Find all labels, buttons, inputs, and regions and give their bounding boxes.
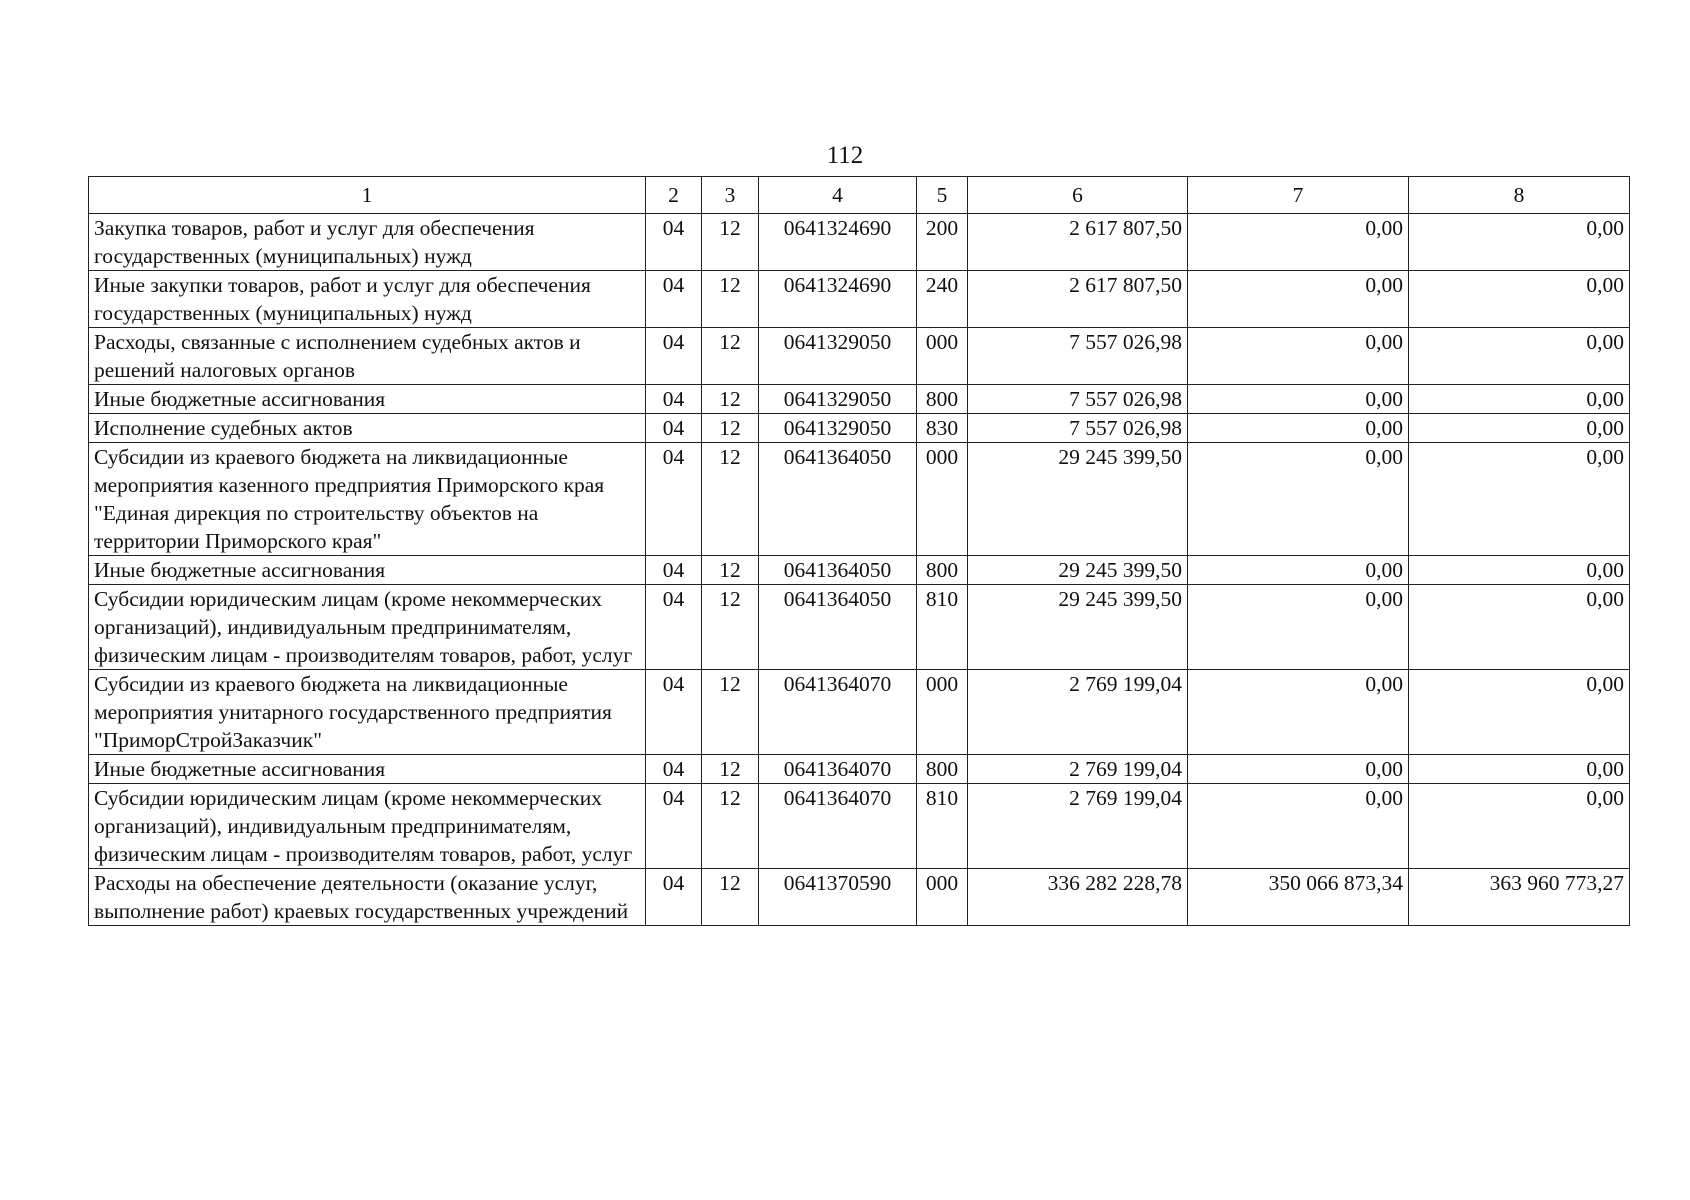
table-row [89, 585, 1630, 670]
amount-col6: 2 617 807,50 [968, 271, 1188, 328]
section-code: 04 [646, 414, 702, 443]
section-code: 04 [646, 385, 702, 414]
subsection-code: 12 [702, 670, 759, 755]
target-article-code: 0641364050 [759, 556, 917, 585]
target-article-code: 0641370590 [759, 869, 917, 926]
target-article-code: 0641329050 [759, 385, 917, 414]
table-row [89, 869, 1630, 926]
expense-type-code: 800 [917, 385, 968, 414]
amount-col8: 0,00 [1409, 755, 1630, 784]
target-article-code: 0641329050 [759, 414, 917, 443]
expense-type-code: 000 [917, 869, 968, 926]
item-name: Субсидии из краевого бюджета на ликвидационные мероприятия казенного предприятия Приморского края "Единая дирекция по строительству объектов на территории Приморского края" [89, 443, 646, 556]
amount-col8: 0,00 [1409, 784, 1630, 869]
expense-type-code: 200 [917, 214, 968, 271]
item-name: Иные закупки товаров, работ и услуг для обеспечения государственных (муниципальных) нужд [89, 271, 646, 328]
column-header: 3 [702, 177, 759, 214]
table-row [89, 443, 1630, 556]
amount-col6: 7 557 026,98 [968, 385, 1188, 414]
section-code: 04 [646, 214, 702, 271]
subsection-code: 12 [702, 869, 759, 926]
item-name: Иные бюджетные ассигнования [89, 755, 646, 784]
amount-col6: 2 769 199,04 [968, 784, 1188, 869]
amount-col7: 0,00 [1188, 271, 1409, 328]
item-name: Расходы, связанные с исполнением судебных актов и решений налоговых органов [89, 328, 646, 385]
table-row [89, 556, 1630, 585]
section-code: 04 [646, 585, 702, 670]
amount-col7: 0,00 [1188, 214, 1409, 271]
expense-type-code: 810 [917, 585, 968, 670]
target-article-code: 0641364070 [759, 784, 917, 869]
table-row [89, 670, 1630, 755]
amount-col7: 0,00 [1188, 328, 1409, 385]
amount-col6: 29 245 399,50 [968, 556, 1188, 585]
expense-type-code: 000 [917, 328, 968, 385]
section-code: 04 [646, 271, 702, 328]
subsection-code: 12 [702, 585, 759, 670]
amount-col6: 29 245 399,50 [968, 443, 1188, 556]
expense-type-code: 000 [917, 670, 968, 755]
amount-col8: 0,00 [1409, 443, 1630, 556]
subsection-code: 12 [702, 556, 759, 585]
target-article-code: 0641364070 [759, 670, 917, 755]
amount-col7: 0,00 [1188, 414, 1409, 443]
amount-col8: 0,00 [1409, 556, 1630, 585]
expense-type-code: 800 [917, 556, 968, 585]
amount-col8: 0,00 [1409, 385, 1630, 414]
section-code: 04 [646, 443, 702, 556]
item-name: Иные бюджетные ассигнования [89, 385, 646, 414]
amount-col8: 0,00 [1409, 214, 1630, 271]
subsection-code: 12 [702, 784, 759, 869]
table-row [89, 784, 1630, 869]
amount-col7: 0,00 [1188, 556, 1409, 585]
subsection-code: 12 [702, 328, 759, 385]
amount-col6: 336 282 228,78 [968, 869, 1188, 926]
amount-col7: 0,00 [1188, 784, 1409, 869]
expense-type-code: 830 [917, 414, 968, 443]
amount-col7: 0,00 [1188, 443, 1409, 556]
section-code: 04 [646, 328, 702, 385]
amount-col7: 350 066 873,34 [1188, 869, 1409, 926]
expense-type-code: 810 [917, 784, 968, 869]
table-row [89, 414, 1630, 443]
amount-col8: 0,00 [1409, 328, 1630, 385]
item-name: Иные бюджетные ассигнования [89, 556, 646, 585]
target-article-code: 0641364050 [759, 443, 917, 556]
column-header: 1 [89, 177, 646, 214]
column-header: 6 [968, 177, 1188, 214]
target-article-code: 0641324690 [759, 271, 917, 328]
amount-col7: 0,00 [1188, 670, 1409, 755]
target-article-code: 0641329050 [759, 328, 917, 385]
subsection-code: 12 [702, 271, 759, 328]
amount-col7: 0,00 [1188, 585, 1409, 670]
column-header: 7 [1188, 177, 1409, 214]
header-row [89, 177, 1630, 214]
column-header: 8 [1409, 177, 1630, 214]
column-header: 4 [759, 177, 917, 214]
amount-col6: 7 557 026,98 [968, 414, 1188, 443]
table-row [89, 328, 1630, 385]
amount-col8: 0,00 [1409, 585, 1630, 670]
target-article-code: 0641364070 [759, 755, 917, 784]
amount-col6: 2 769 199,04 [968, 670, 1188, 755]
budget-table [88, 176, 1630, 926]
item-name: Субсидии юридическим лицам (кроме некоммерческих организаций), индивидуальным предпринимателям, физическим лицам - производителям товаров, работ, услуг [89, 784, 646, 869]
subsection-code: 12 [702, 755, 759, 784]
table-row [89, 271, 1630, 328]
expense-type-code: 800 [917, 755, 968, 784]
amount-col7: 0,00 [1188, 755, 1409, 784]
section-code: 04 [646, 784, 702, 869]
section-code: 04 [646, 755, 702, 784]
subsection-code: 12 [702, 443, 759, 556]
item-name: Субсидии юридическим лицам (кроме некоммерческих организаций), индивидуальным предпринимателям, физическим лицам - производителям товаров, работ, услуг [89, 585, 646, 670]
target-article-code: 0641364050 [759, 585, 917, 670]
table-row [89, 755, 1630, 784]
target-article-code: 0641324690 [759, 214, 917, 271]
amount-col6: 2 769 199,04 [968, 755, 1188, 784]
table-row [89, 385, 1630, 414]
item-name: Исполнение судебных актов [89, 414, 646, 443]
amount-col8: 363 960 773,27 [1409, 869, 1630, 926]
table-row [89, 214, 1630, 271]
expense-type-code: 000 [917, 443, 968, 556]
amount-col6: 2 617 807,50 [968, 214, 1188, 271]
page-number: 112 [826, 142, 864, 169]
item-name: Расходы на обеспечение деятельности (оказание услуг, выполнение работ) краевых государственных учреждений [89, 869, 646, 926]
amount-col7: 0,00 [1188, 385, 1409, 414]
amount-col8: 0,00 [1409, 670, 1630, 755]
section-code: 04 [646, 670, 702, 755]
amount-col6: 7 557 026,98 [968, 328, 1188, 385]
column-header: 5 [917, 177, 968, 214]
amount-col8: 0,00 [1409, 414, 1630, 443]
item-name: Субсидии из краевого бюджета на ликвидационные мероприятия унитарного государственного предприятия "ПриморСтройЗаказчик" [89, 670, 646, 755]
section-code: 04 [646, 556, 702, 585]
item-name: Закупка товаров, работ и услуг для обеспечения государственных (муниципальных) нужд [89, 214, 646, 271]
amount-col8: 0,00 [1409, 271, 1630, 328]
column-header: 2 [646, 177, 702, 214]
expense-type-code: 240 [917, 271, 968, 328]
subsection-code: 12 [702, 414, 759, 443]
subsection-code: 12 [702, 385, 759, 414]
subsection-code: 12 [702, 214, 759, 271]
amount-col6: 29 245 399,50 [968, 585, 1188, 670]
section-code: 04 [646, 869, 702, 926]
